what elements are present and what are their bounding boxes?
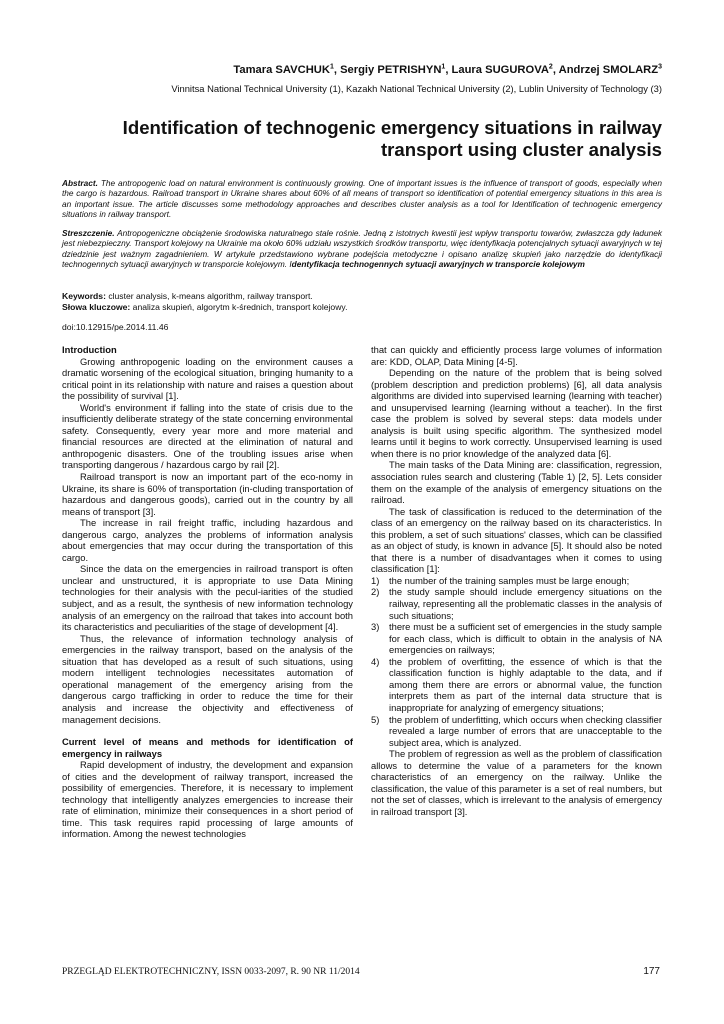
abstract-label: Abstract.: [62, 178, 98, 188]
author: Tamara SAVCHUK$^1$,: [233, 63, 341, 76]
doi: doi:10.12915/pe.2014.11.46: [62, 322, 169, 332]
list-item: 4) the problem of overfitting, the essence of which is that the classification function is highly adaptable to the data, and if among them there are errors or abnormal value, the function interprets them as part of the internal data structure that is inappropriate for analyzing of emergency situations;: [371, 655, 662, 713]
paragraph: Growing anthropogenic loading on the environment causes a dramatic worsening of the ecological situation, bringing humanity to a critical point in its relationship with nature and raises a question about the possibility of survival [1].: [62, 355, 353, 402]
left-column: [62, 344, 353, 840]
paragraph: The main tasks of the Data Mining are: classification, regression, association rules search and clustering (Table 1) [2, 5]. Lets consider them on the example of the analysis of emergency situations on the railroad.: [371, 459, 662, 506]
list-item: 3) there must be a sufficient set of emergencies in the study sample for each class, which is difficult to obtain in the analysis of NA emergencies on railways;: [371, 621, 662, 656]
list-item: 5) the problem of underfitting, which occurs when checking classifier revealed a large number of errors that are unacceptable to the subject area, which is analyzed.: [371, 713, 662, 748]
paragraph: that can quickly and efficiently process large volumes of information are: KDD, OLAP, Data Mining [4-5].: [371, 344, 662, 367]
author: Andrzej SMOLARZ$^3$: [558, 63, 662, 76]
author: Laura SUGUROVA$^2$,: [451, 63, 559, 76]
abstract: Abstract. The antropogenic load on natural environment is continuously growing. One of important issues is the influence of transport of goods, especially when the cargo is hazardous. Railroad transport in Ukraine shares about 60% of all means of transport so identification of potential emergency situations in this area is an important issue. The article discusses some methodology approaches and describes cluster analysis as a tool for Identification of technogenic emergency situations in railway transport.: [62, 178, 662, 220]
journal-footer: PRZEGLĄD ELEKTROTECHNICZNY, ISSN 0033-2097, R. 90 NR 11/2014: [62, 967, 360, 977]
keywords: [62, 291, 662, 313]
section-heading-introduction: Introduction: [62, 344, 117, 355]
list-item: 2) the study sample should include emergency situations on the railway, representing all the problematic classes in the analysis of such situations;: [371, 586, 662, 621]
author-list: [233, 63, 662, 76]
list-item: 1) the number of the training samples must be large enough;: [371, 574, 630, 586]
affiliations: Vinnitsa National Technical University (1), Kazakh National Technical University (2), Lublin University of Technology (3): [171, 83, 662, 94]
disadvantages-list: [371, 575, 662, 748]
section-heading-current-level: Current level of means and methods for identification of emergency in railways: [62, 736, 353, 759]
page-number: 177: [643, 966, 660, 977]
paragraph: Since the data on the emergencies in railroad transport is often unclear and unstructured, it is appropriate to use Data Mining technologies for their analysis with the pecul-iarities of the studied subject, and as a result, the synthesis of new information technology analysis of an emergency on the railroad that takes into account both its characteristics and peculiarities of the stage of development [4].: [62, 563, 353, 633]
paragraph: World's environment if falling into the state of crisis due to the insufficiently deliberate strategy of the state concerning environmental safety. Consequently, every year more and more material and financial resources are directed at the elimination of natural and anthropogenic disasters. One of the troubling issues arise when transporting dangerous / hazardous cargo by rail [2].: [62, 401, 353, 471]
paragraph: The problem of regression as well as the problem of classification allows to determine the value of a parameters for the known characteristics of an emergency on the railway. Unlike the classification, the value of this parameter is a set of real numbers, but not the set of classes, which is irrelevant to the analysis of emergency in railroad transport [3].: [371, 748, 662, 817]
author: Sergiy PETRISHYN$^1$,: [340, 63, 452, 76]
keywords-en: Keywords: cluster analysis, k-means algorithm, railway transport.: [62, 291, 313, 301]
streszczenie: Streszczenie. Antropogeniczne obciążenie środowiska naturalnego stale rośnie. Jedną z istotnych kwestii jest wpływ transportu towarów, zwłaszcza gdy ładunek jest niebezpieczny. Transport kolejowy na Ukrainie ma około 60% udziału wszystkich środków transportu, więc identyfikacja potencjalnych sytuacji awaryjnych w tej dziedzinie jest ważnym zagadnieniem. W artykule przedstawiono wybrane podejścia metodyczne i opisano analizę skupień jako narzędzie do identyfikacji technogennych sytuacji awaryjnych w transporcie kolejowym. Identyfikacja technogennych sytuacji awaryjnych w transporcie kolejowym: [62, 228, 662, 270]
paragraph: The increase in rail freight traffic, including hazardous and dangerous cargo, analyzes the problems of information analysis about emergencies that may occur during the transportation of this cargo.: [62, 517, 353, 563]
paragraph: Railroad transport is now an important part of the eco-nomy in Ukraine, its share is 60% of transportation (in-cluding transportation of hazardous and dangerous goods), carried out in the country by all means of transport [3].: [62, 471, 353, 517]
paragraph: Rapid development of industry, the development and expansion of cities and the development of railway transport, increased the possibility of emergencies. Therefore, it is necessary to implement technology that intelligently analyzes emergencies to increase their rate of elimination, minimize their consequences in a short period of time. This task requires rapid processing of large amounts of information. Among the newest technologies: [62, 759, 353, 840]
paragraph: The task of classification is reduced to the determination of the class of an emergency on the railway based on its characteristics. In this problem, a set of such situations' classes, which can be classified as an object of study, is known in advance [5]. It should also be noted that there is a number of disadvantages when it comes to using classification [1]:: [371, 505, 662, 575]
paper-title: Identification of technogenic emergency situations in railway transport using cluster analysis: [122, 117, 662, 160]
paragraph: Thus, the relevance of information technology analysis of emergencies in the railway transport, based on the analysis of the situation that has developed as a result of such situations, using modern intelligent technologies necessitates automation of operational management of the emergency arising from the dangerous cargo trafficking in order to reduce the time for their analysis and increase the objectivity and effectiveness of management decisions.: [62, 632, 353, 725]
right-column: [371, 344, 662, 817]
paragraph: Depending on the nature of the problem that is being solved (problem description and prediction problems) [6], all data analysis algorithms are divided into supervised learning (learning with teacher) and unsupervised learning (learning without a teacher). In the first case the problem is solved by several steps: data models under analysis is built using specific algorithm. The synthesized model learns until it begins to work correctly. Unsupervised learning is used when there is no prior knowledge of the analyzed data [6].: [371, 367, 662, 459]
streszczenie-label: Streszczenie.: [62, 228, 115, 238]
keywords-pl: Słowa kluczowe: analiza skupień, algorytm k-średnich, transport kolejowy.: [62, 302, 348, 312]
polish-title: dentyfikacja technogennych sytuacji awaryjnych w transporcie kolejowym: [291, 259, 585, 270]
